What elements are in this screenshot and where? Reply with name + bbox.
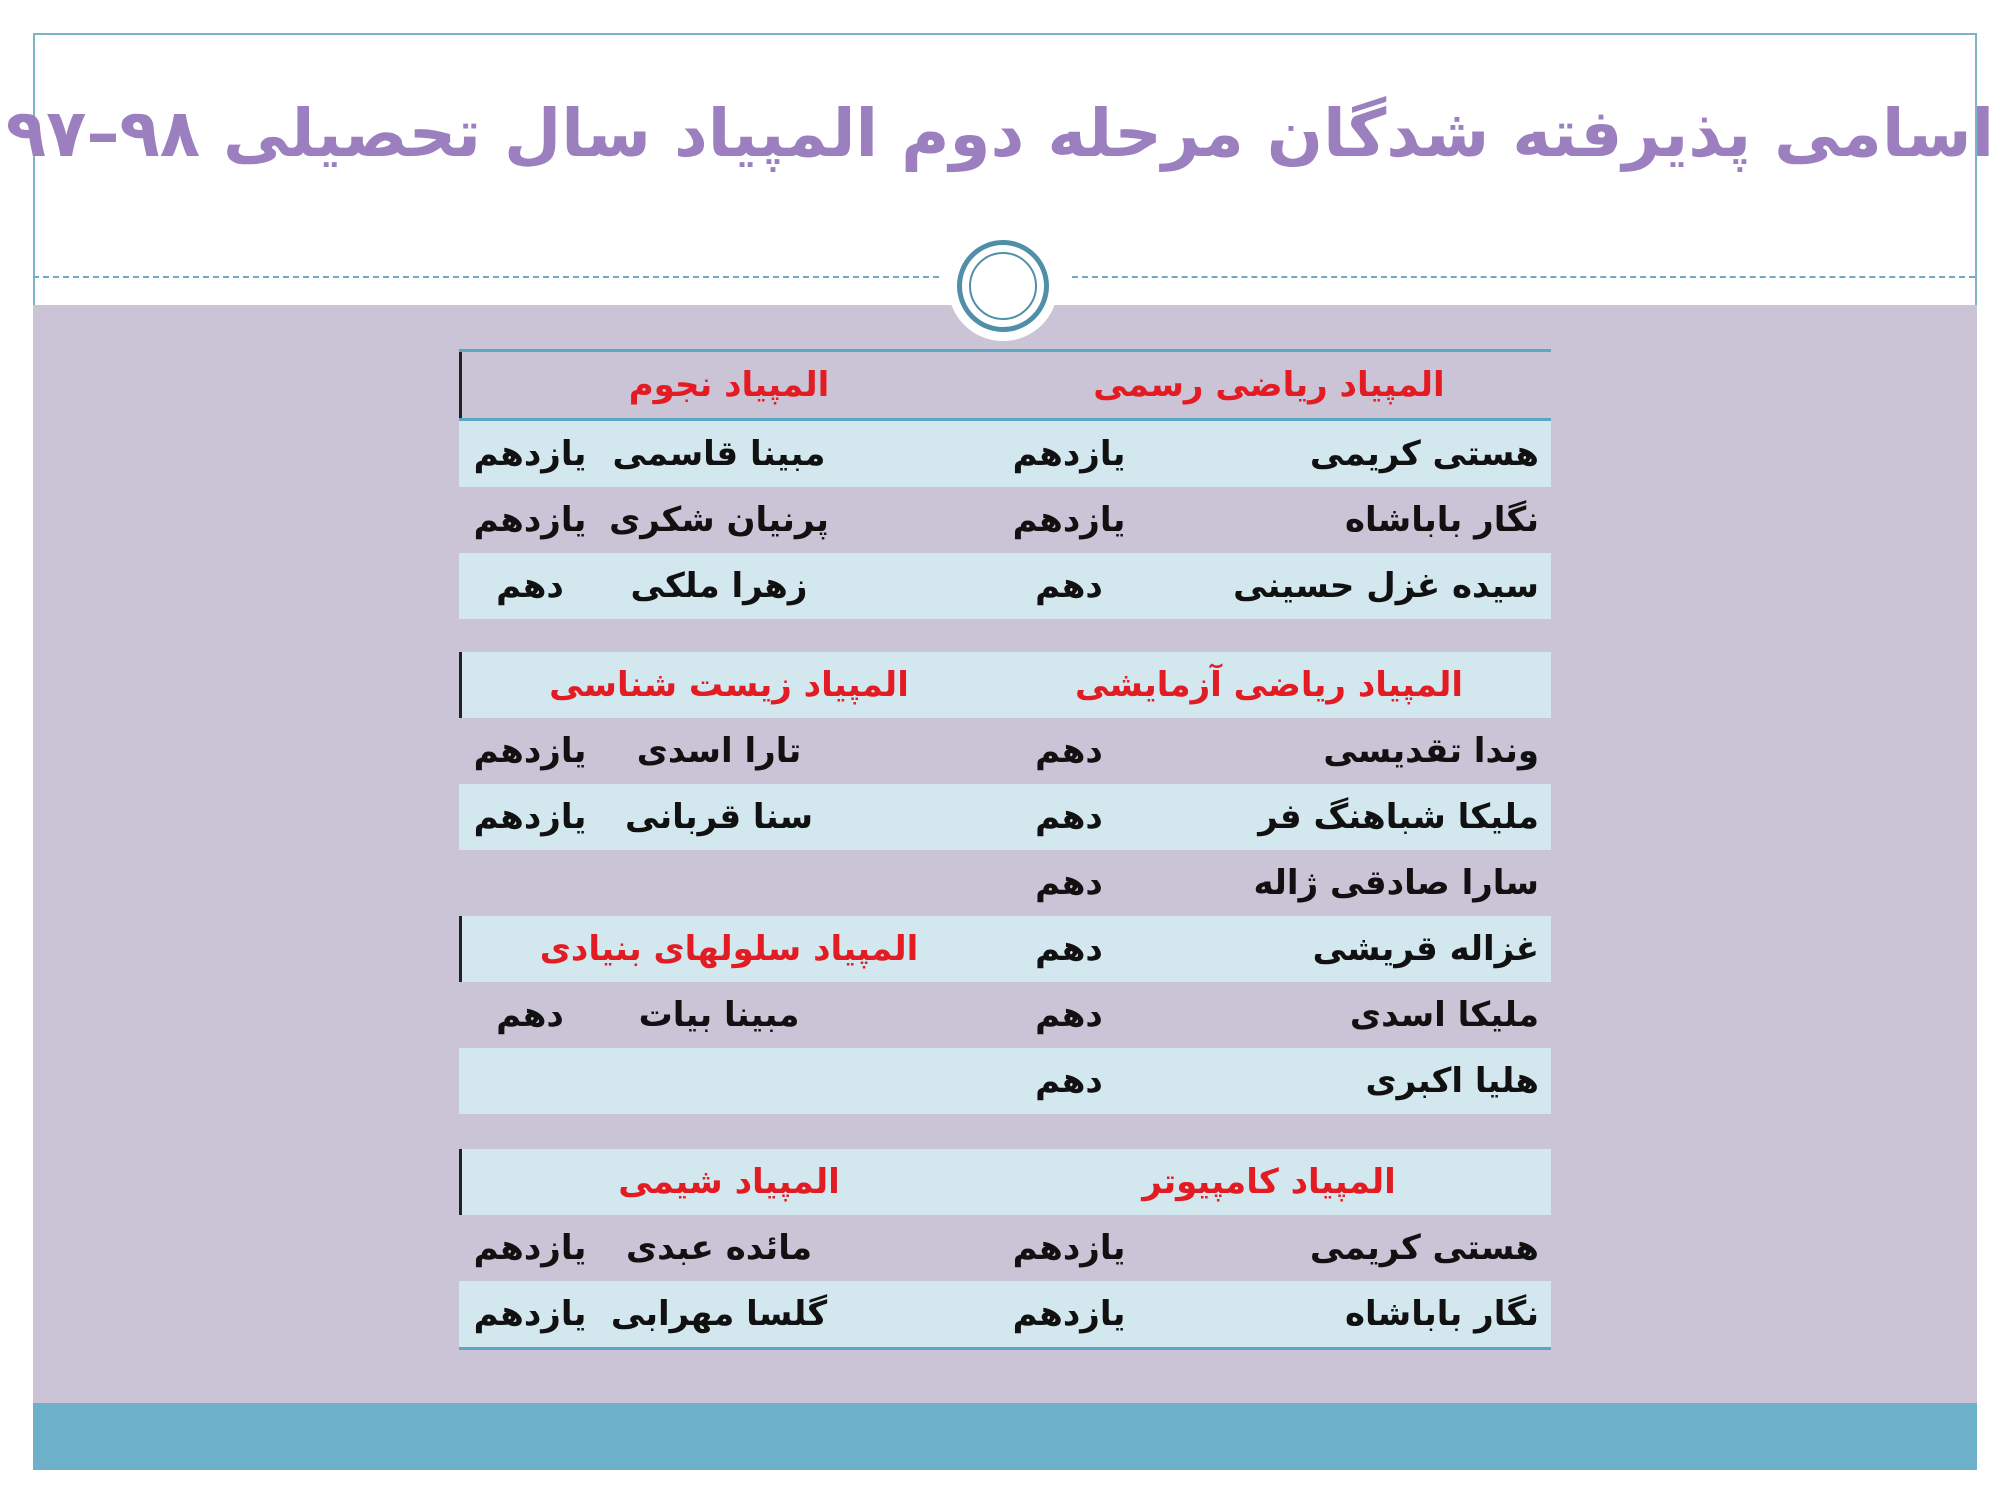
student-name: وندا تقدیسی [1323, 731, 1539, 771]
section-header-row [459, 1149, 1551, 1215]
student-grade: دهم [496, 995, 564, 1035]
student-grade: دهم [1035, 1061, 1103, 1101]
student-name: نگار باباشاه [1344, 1294, 1539, 1334]
section-title-biology: المپیاد زیست شناسی [549, 665, 909, 705]
table-row [459, 1048, 1551, 1114]
student-name: زهرا ملکی [630, 566, 808, 606]
section-title-stem-cells: المپیاد سلولهای بنیادی [539, 929, 919, 969]
student-name: سارا صادقی ژاله [1253, 863, 1539, 903]
header-bar [459, 916, 462, 982]
student-name: پرنیان شکری [609, 500, 829, 540]
student-grade: دهم [1035, 797, 1103, 837]
student-grade: یازدهم [473, 1228, 587, 1268]
student-grade: دهم [496, 566, 564, 606]
section-header-row [459, 652, 1551, 718]
table-row [459, 487, 1551, 553]
student-grade: یازدهم [473, 797, 587, 837]
table-row [459, 982, 1551, 1048]
student-name: غزاله قریشی [1312, 929, 1539, 969]
student-grade: دهم [1035, 566, 1103, 606]
student-grade: یازدهم [1012, 434, 1126, 474]
header-bar [459, 352, 462, 418]
student-name: مبینا بیات [638, 995, 800, 1035]
student-name: ملیکا شباهنگ فر [1258, 797, 1539, 837]
header-bar [459, 652, 462, 718]
section-header-row [459, 352, 1551, 418]
footer-band [33, 1403, 1977, 1470]
student-grade: یازدهم [1012, 1294, 1126, 1334]
student-name: سنا قربانی [624, 797, 814, 837]
divider-left [33, 276, 939, 278]
student-grade: یازدهم [473, 731, 587, 771]
table-row [459, 718, 1551, 784]
student-grade: دهم [1035, 929, 1103, 969]
page-title: اسامی پذیرفته شدگان مرحله دوم المپیاد سال تحصیلی ۹۸–۹۷ [5, 95, 1995, 172]
student-grade: دهم [1035, 731, 1103, 771]
student-name: مبینا قاسمی [612, 434, 826, 474]
table-row [459, 1215, 1551, 1281]
section-title-computer: المپیاد کامپیوتر [1142, 1162, 1396, 1202]
student-name: سیده غزل حسینی [1233, 566, 1539, 606]
student-grade: یازدهم [1012, 500, 1126, 540]
student-grade: دهم [1035, 863, 1103, 903]
student-name: هستی کریمی [1309, 434, 1539, 474]
divider-right [1072, 276, 1975, 278]
student-grade: یازدهم [473, 434, 587, 474]
table-row [459, 916, 1551, 982]
student-name: مائده عبدی [625, 1228, 813, 1268]
student-grade: یازدهم [473, 500, 587, 540]
table-row [459, 421, 1551, 487]
section-title-astronomy: المپیاد نجوم [628, 365, 830, 405]
student-name: گلسا مهرابی [610, 1294, 828, 1334]
header-bar [459, 1149, 462, 1215]
student-name: ملیکا اسدی [1349, 995, 1539, 1035]
table-row [459, 553, 1551, 619]
student-name: هلیا اکبری [1365, 1061, 1539, 1101]
student-name: تارا اسدی [636, 731, 802, 771]
table-row [459, 784, 1551, 850]
section-title-chemistry: المپیاد شیمی [618, 1162, 840, 1202]
table-row [459, 850, 1551, 916]
student-grade: دهم [1035, 995, 1103, 1035]
table-row [459, 1281, 1551, 1347]
student-grade: یازدهم [473, 1294, 587, 1334]
student-grade: یازدهم [1012, 1228, 1126, 1268]
table-bottom-border [459, 1347, 1551, 1350]
section-title-math-experimental: المپیاد ریاضی آزمایشی [1074, 665, 1464, 705]
student-name: نگار باباشاه [1344, 500, 1539, 540]
circle-emblem-icon [948, 231, 1058, 341]
section-title-math-official: المپیاد ریاضی رسمی [1093, 365, 1445, 405]
student-name: هستی کریمی [1309, 1228, 1539, 1268]
